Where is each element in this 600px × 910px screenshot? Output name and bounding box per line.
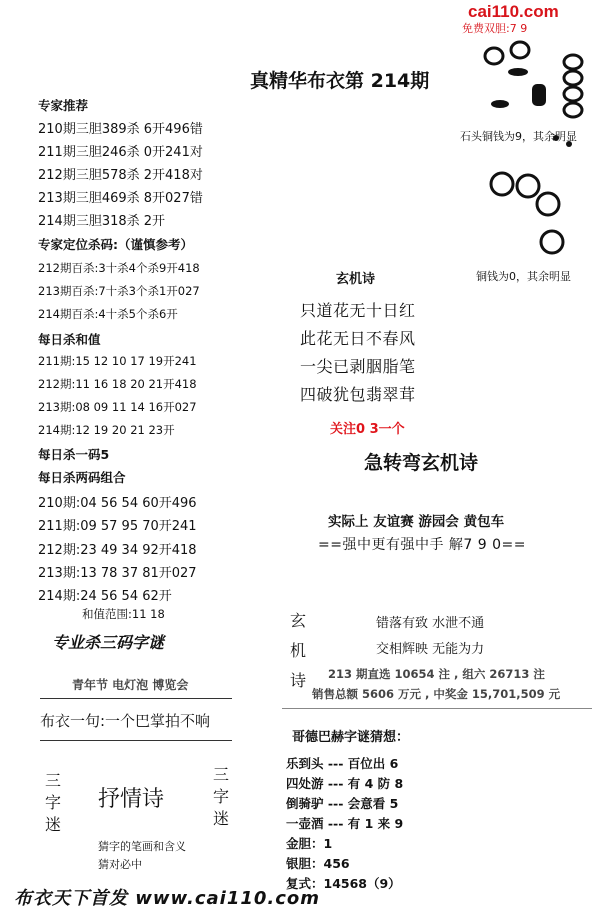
expert-line: 213期三胆469杀 8开027错: [38, 191, 203, 206]
sum-range: 和值范围:11 18: [82, 607, 165, 621]
daily-two-line: 214期:24 56 54 62开: [38, 589, 172, 604]
poem-line: 只道花无十日红: [300, 301, 416, 320]
multi-pick: 复式：14568（9）: [286, 876, 401, 891]
riddle-left-vertical: 三字迷: [44, 771, 61, 834]
poem-line: 一尖已剥胭脂笔: [300, 357, 416, 376]
sales-stat: 销售总额 5606 万元 , 中奖金 15,701,509 元: [312, 687, 561, 701]
daily-sum-line: 214期:12 19 20 21 23开: [38, 423, 175, 437]
riddle-title: 专业杀三码字谜: [52, 633, 165, 652]
coin-caption-2: 铜钱为0，其余明显: [476, 270, 571, 283]
riddle-one-line: 布衣一句:一个巴掌拍不响: [40, 712, 211, 730]
riddle-words: 青年节 电灯泡 博览会: [72, 678, 189, 692]
expert-line: 210期三胆389杀 6开496错: [38, 122, 203, 137]
riddle-right-vertical: 三字迷: [212, 765, 229, 828]
poem-line: 此花无日不春风: [300, 329, 416, 348]
brainteaser-words: 实际上 友谊赛 游园会 黄包车: [328, 514, 505, 530]
expert-line: 212期三胆578杀 2开418对: [38, 168, 203, 183]
poem-title: 玄机诗: [336, 272, 376, 287]
daily-sum-line: 213期:08 09 11 14 16开027: [38, 400, 197, 414]
position-kill-line: 213期百杀:7十杀3个杀1开027: [38, 284, 200, 298]
sales-stat: 213 期直选 10654 注 , 组六 26713 注: [328, 667, 545, 681]
daily-two-line: 212期:23 49 34 92开418: [38, 543, 197, 558]
expert-line: 214期三胆318杀 2开: [38, 214, 166, 229]
footer-text: 布衣天下首发 www.cai110.com: [14, 888, 321, 909]
brainteaser-headline: 急转弯玄机诗: [364, 452, 479, 474]
silver-dan: 银胆：456: [286, 856, 350, 871]
coin-caption-1: 石头铜钱为9，其余明显: [460, 130, 577, 143]
daily-one-heading: 每日杀一码5: [38, 447, 110, 462]
daily-two-line: 211期:09 57 95 70开241: [38, 519, 197, 534]
daily-sum-heading: 每日杀和值: [38, 332, 101, 347]
daily-two-line: 210期:04 56 54 60开496: [38, 496, 197, 511]
coin-illustration: [470, 28, 600, 288]
gaud-line: 一壶酒 --- 有 1 来 9: [286, 816, 404, 831]
gaud-heading: 哥德巴赫字谜猜想：: [292, 730, 410, 745]
xuanji-vertical-title: 玄机诗: [289, 611, 306, 690]
daily-sum-line: 211期:15 12 10 17 19开241: [38, 354, 197, 368]
free-note: 免费双胆:7 9: [462, 22, 528, 35]
divider: [40, 740, 232, 741]
position-kill-line: 212期百杀:3十杀4个杀9开418: [38, 261, 200, 275]
gaud-line: 倒骑驴 --- 会意看 5: [286, 796, 399, 811]
brainteaser-phrase: ==强中更有强中手 解7 9 0==: [318, 537, 526, 553]
gaud-line: 四处游 --- 有 4 防 8: [286, 776, 404, 791]
riddle-center: 抒情诗: [98, 787, 165, 812]
follow-note: 关注0 3一个: [330, 422, 405, 437]
xuanji-line: 错落有致 水泄不通: [376, 616, 485, 631]
riddle-hint: 猜对必中: [98, 858, 142, 871]
brand-logo-text: cai110.com: [468, 2, 559, 21]
expert-line: 211期三胆246杀 0开241对: [38, 145, 203, 160]
daily-two-heading: 每日杀两码组合: [38, 470, 126, 485]
daily-sum-line: 212期:11 16 18 20 21开418: [38, 377, 197, 391]
gaud-line: 乐到头 --- 百位出 6: [286, 756, 399, 771]
poem-line: 四破犹包翡翠茸: [300, 385, 416, 404]
page-title: 真精华布衣第 214期: [250, 70, 430, 92]
position-kill-heading: 专家定位杀码:（谨慎参考）: [38, 237, 193, 252]
expert-heading: 专家推荐: [38, 98, 89, 113]
divider: [282, 708, 592, 709]
divider: [40, 698, 232, 699]
xuanji-line: 交相辉映 无能为力: [376, 642, 485, 657]
daily-two-line: 213期:13 78 37 81开027: [38, 566, 197, 581]
gold-dan: 金胆：1: [286, 836, 333, 851]
riddle-hint: 猜字的笔画和含义: [98, 840, 186, 853]
position-kill-line: 214期百杀:4十杀5个杀6开: [38, 307, 178, 321]
